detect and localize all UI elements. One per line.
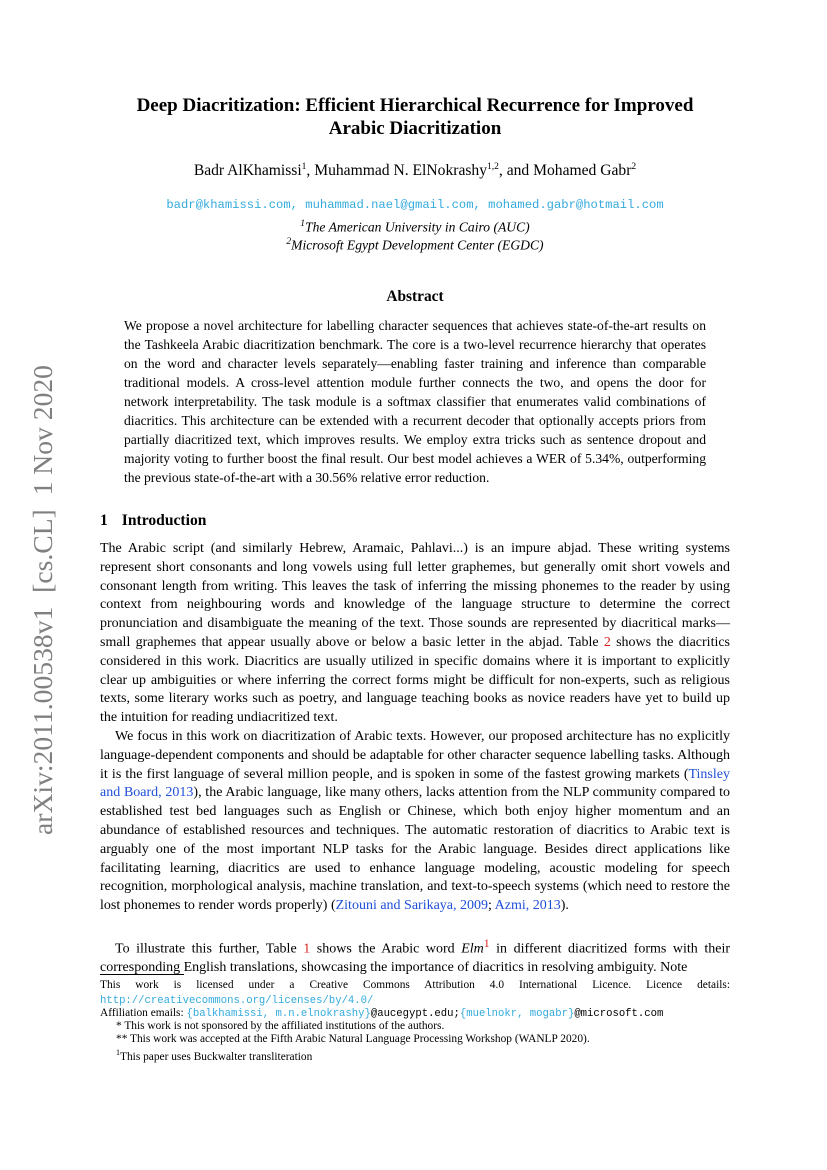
affiliation-2-name: Microsoft Egypt Development Center (EGDC) <box>291 237 544 253</box>
paragraph-text: The Arabic script (and similarly Hebrew, Aramaic, Pahlavi...) is an impure abjad. These writing systems represent short consonants and long vowels using full letter graphemes, but generally omit short vowels and consonant length from writing. This leaves the task of inferring the missing phonemes to the reader by using context from neighbouring words and knowledge of the language structure to determine the correct pronunciation and disambiguate the meaning of the text. Those sounds are represented by diacritical marks—small graphemes that appear usually above or below a basic letter in the abjad. Table <box>100 541 730 650</box>
author-1: Badr AlKhamissi <box>193 162 302 180</box>
footnote-workshop: ** This work was accepted at the Fifth Arabic Natural Language Processing Workshop (WANLP 2020). <box>116 1033 590 1045</box>
intro-paragraph-3 <box>100 935 730 978</box>
title-line-1: Deep Diacritization: Efficient Hierarchical Recurrence for Improved <box>136 95 694 116</box>
paragraph-text: ). <box>560 898 569 914</box>
email-link[interactable]: mohamed.gabr@hotmail.com <box>488 198 664 212</box>
author-3-sup: 2 <box>631 162 637 172</box>
paragraph-text: shows the Arabic word <box>310 941 462 957</box>
author-emails: badr@khamissi.com, muhammad.nael@gmail.com, mohamed.gabr@hotmail.com <box>166 198 664 212</box>
author-1-sup: 1 <box>301 162 307 172</box>
table-ref-link[interactable]: 1 <box>303 941 311 957</box>
abstract-body: We propose a novel architecture for labelling character sequences that achieves state-of-the-art results on the Tashkeela Arabic diacritization benchmark. The core is a two-level recurrence hierarchy that operates on the word and character levels separately—enabling faster training and inference than comparable traditional models. A cross-level attention module further connects the two, and opens the door for network interpretability. The task module is a softmax classifier that enumerates valid combinations of diacritics. This architecture can be extended with a recurrent decoder that optionally accepts priors from partially diacritized text, which improves results. We employ extra tricks such as sentence dropout and majority voting to further boost the final result. Our best model achieves a WER of 5.34%, outperforming the previous state-of-the-art with a 30.56% relative error reduction. <box>124 318 706 485</box>
email-link[interactable]: muhammad.nael@gmail.com <box>305 198 474 212</box>
abstract-heading: Abstract <box>386 288 444 305</box>
paragraph-text: shows the diacritics considered in this work. Diacritics are usually utilized in specific domains where it is important to explicitly clear up ambiguities or where inferring the correct forms might be difficult for non-experts, such as religious texts, some literary works such as poetry, and language teaching books as novice readers have yet to build up the intuition for reading undiacritized text. <box>100 634 731 726</box>
license-url-link[interactable]: http://creativecommons.org/licenses/by/4.0/ <box>100 994 374 1007</box>
footnote-transliteration <box>116 1046 746 1064</box>
affiliation-2 <box>100 234 730 254</box>
footnote-text: @microsoft.com <box>574 1008 664 1020</box>
affiliation-1 <box>100 216 730 236</box>
license-footnote <box>100 978 730 1008</box>
arxiv-identifier-text: arXiv:2011.00538v1 [cs.CL] 1 Nov 2020 <box>28 375 58 835</box>
footnote-text: @aucegypt.edu; <box>370 1008 460 1020</box>
intro-paragraph-2 <box>100 728 730 916</box>
citation-link[interactable]: Azmi, 2013 <box>494 898 561 914</box>
author-2-sup: 1,2 <box>487 162 499 172</box>
paper-title <box>100 94 730 140</box>
table-ref-link[interactable]: 2 <box>603 634 611 650</box>
author-2: Muhammad N. ElNokrashy <box>314 162 488 180</box>
footnote-sponsorship: * This work is not sponsored by the affiliated institutions of the authors. <box>116 1020 445 1032</box>
paragraph-text: To illustrate this further, Table <box>115 941 304 957</box>
author-list: Badr AlKhamissi$^1$, Muhammad N. ElNokrashy$^{1,2}$, and Mohamed Gabr$^2$ <box>193 162 637 180</box>
title-line-2: Arabic Diacritization <box>328 118 502 139</box>
email-link[interactable]: {balkhamissi, m.n.elnokrashy} <box>186 1008 371 1020</box>
paragraph-text: We focus in this work on diacritization of Arabic texts. However, our proposed architecture has no explicitly language-dependent components and should be adaptable for other character sequence labelling tasks. Although it is the first language of several million people, and is spoken in some of the fastest growing markets ( <box>100 729 730 782</box>
footnote-text: Affiliation emails: <box>100 1007 184 1019</box>
affiliation-2-sup: 2 <box>286 237 292 247</box>
citation-link[interactable]: Zitouni and Sarikaya, 2009 <box>335 898 489 914</box>
author-3: and Mohamed Gabr <box>506 162 632 180</box>
section-title: Introduction <box>121 512 207 529</box>
footnote-divider <box>100 974 184 975</box>
intro-paragraph-1 <box>100 540 730 728</box>
footnote-text: This work is licensed under a Creative Commons Attribution 4.0 International Licence. Licence details: <box>100 979 730 991</box>
section-number: 1 <box>100 512 108 529</box>
citation-link[interactable]: Tinsley and Board, 2013 <box>100 766 730 801</box>
footnote-text: This paper uses Buckwalter transliteration <box>120 1050 313 1063</box>
footnote-number: 1 <box>116 1048 120 1057</box>
paragraph-text: in different diacritized forms with their corresponding English translations, showcasing the importance of diacritics in resolving ambiguity. Note <box>100 941 730 976</box>
email-link[interactable]: badr@khamissi.com <box>166 198 291 212</box>
paragraph-text: ), the Arabic language, like many others, lacks attention from the NLP community compared to established test bed languages such as English or Chinese, which both enjoy higher momentum and an abundance of established resources and techniques. The automatic restoration of diacritics to Arabic text is arguably one of the most important NLP tasks for the Arabic language. Besides direct applications like facilitating learning, diacritics are used to enhance language modeling, acoustic modeling for speech recognition, morphological analysis, machine translation, and text-to-speech systems (which need to restore the lost phonemes to render words properly) ( <box>100 785 730 914</box>
section-heading <box>100 512 206 530</box>
affiliation-1-sup: 1 <box>300 219 306 229</box>
footnote-ref-link[interactable]: 1 <box>483 937 490 950</box>
transliterated-word: Elm <box>461 941 484 957</box>
email-link[interactable]: {muelnokr, mogabr} <box>459 1008 575 1020</box>
paragraph-text: ; <box>488 898 495 914</box>
affiliation-1-name: The American University in Cairo (AUC) <box>305 219 530 235</box>
arxiv-identifier-stamp <box>14 365 64 840</box>
